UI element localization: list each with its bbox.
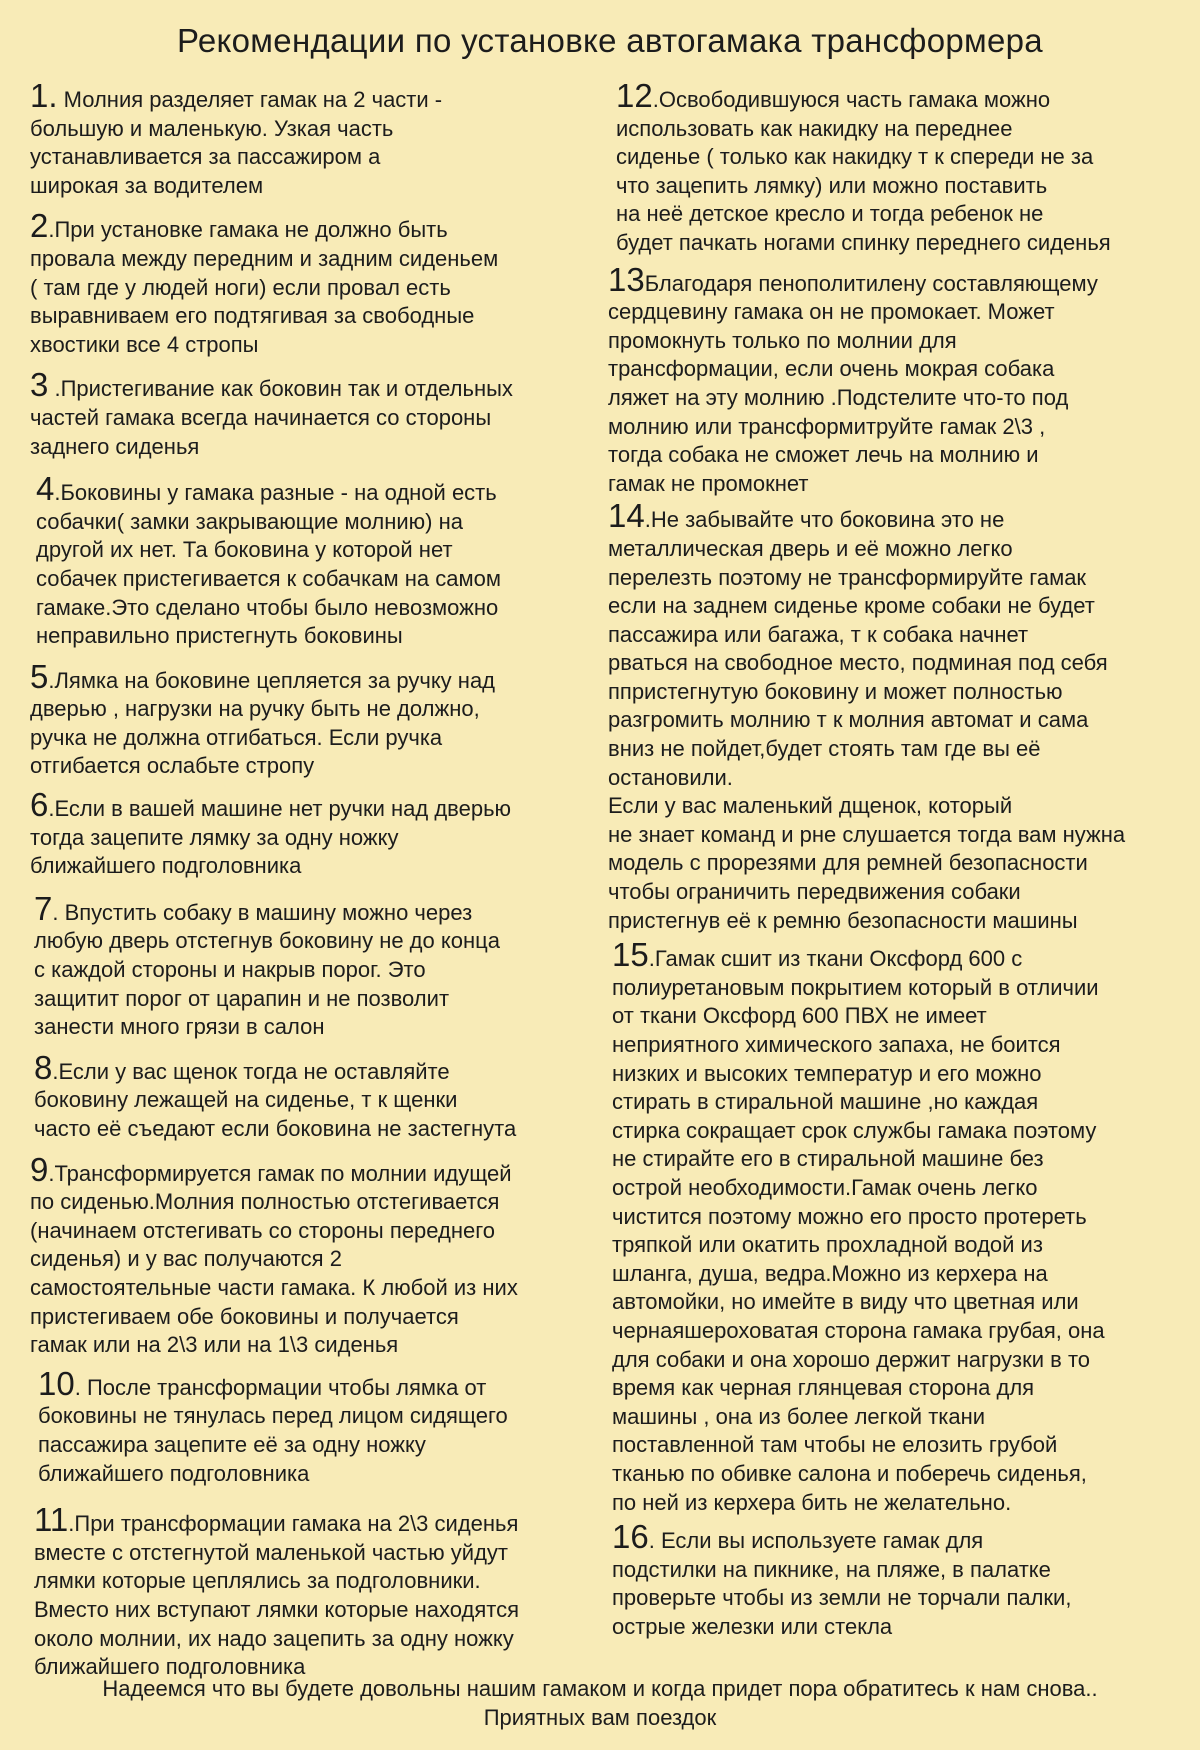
item-text: .Гамак сшит из ткани Оксфорд 600 с полиуретановым покрытием который в отличии от ткани Оксфорд 600 ПВХ не имеет неприятного химического запаха, не боится низких и высоких температур и его можно стирать в стиральной машине ,но каждая стирка сокращает срок службы гамака поэтому не стирайте его в стиральной машине без острой необходимости.Гамак очень легко чистится поэтому можно его просто протереть тряпкой или окатить прохладной водой из шланга, душа, ведра.Можно из керхера на автомойки, но имейте в виду что цветная или чернаяшероховатая сторона гамака грубая, она для собаки и она хорошо держит нагрузки в то время как черная глянцевая сторона для машины , она из более легкой ткани поставленной там чтобы не елозить грубой тканью по обивке салона и поберечь сиденья, по ней из керхера бить не желательно.	[612, 946, 1105, 1515]
item-number: 13	[608, 260, 645, 298]
item-text: . После трансформации чтобы лямка от боковины не тянулась перед лицом сидящего пассажира зацепите её за одну ножку ближайшего подголовника	[38, 1374, 508, 1486]
item-number: 12	[616, 77, 653, 114]
list-item	[30, 366, 582, 461]
list-item	[30, 786, 582, 881]
list-item	[34, 1048, 586, 1144]
list-item	[612, 936, 1182, 1517]
item-text: Благодаря пенополитилену составляющему сердцевину гамака он не промокает. Может промокнуть только по молнии для трансформации, если очень мокрая собака ляжет на эту молнию .Подстелите что-то под молнию или трансформитруйте гамак 2\3 , тогда собака не сможет лечь на молнию и гамак не промокнет	[608, 270, 1098, 496]
item-number: 16	[612, 1518, 649, 1556]
list-item	[608, 260, 1178, 499]
item-text: .Если в вашей машине нет ручки над дверью тогда зацепите лямку за одну ножку ближайшего подголовника	[30, 796, 512, 879]
item-number: 15	[612, 936, 649, 974]
right-column	[608, 77, 1178, 1641]
list-item	[608, 497, 1178, 935]
item-text: .Пристегивание как боковин так и отдельных частей гамака всегда начинается со стороны заднего сиденья	[30, 376, 513, 459]
footer-farewell: Приятных вам поездок	[483, 1705, 717, 1730]
item-number: 2	[30, 207, 49, 245]
item-number: 8	[34, 1048, 53, 1086]
list-item	[34, 889, 586, 1042]
item-number: 3	[30, 366, 49, 404]
item-text: .Не забывайте что боковина это не металлическая дверь и её можно легко перелезть поэтому не трансформируйте гамак если на заднем сиденье кроме собаки не будет пассажира или багажа, т к собака начнет рваться на свободное место, подминая под себя ппристегнутую боковину и может полностью разгромить молнию т к молния автомат и сама вниз не пойдет,будет стоять там где вы её остановили. Если у вас маленький дщенок, который не знает команд и рне слушается тогда вам нужна модель с прорезями для ремней безопасности чтобы ограничить передвижения собаки пристегнув её к ремню безопасности машины	[608, 507, 1126, 933]
item-text: .Если у вас щенок тогда не оставляйте боковину лежащей на сиденье, т к щенки часто её съедают если боковина не застегнута	[34, 1058, 517, 1141]
item-text: .Освободившуюся часть гамака можно использовать как накидку на переднее сиденье ( только как накидку т к спереди не за что зацепить лямку) или можно поставить на неё детское кресло и тогда ребенок не будет пачкать ногами спинку переднего сиденья	[616, 87, 1111, 255]
item-text: .Лямка на боковине цепляется за ручку над дверью , нагрузки на ручку быть не должно, ручка не должна отгибаться. Если ручка отгибается ослабьте стропу	[30, 667, 496, 779]
item-text: Молния разделяет гамак на 2 части - большую и маленькую. Узкая часть устанавливается за пассажиром а широкая за водителем	[30, 87, 443, 198]
item-text: .При установке гамака не должно быть провала между передним и задним сиденьем ( там где у людей ноги) если провал есть выравниваем его подтягивая за свободные хвостики все 4 стропы	[30, 217, 499, 357]
list-item	[34, 1501, 586, 1682]
item-number: 14	[608, 497, 645, 535]
item-text: .Боковины у гамака разные - на одной есть собачки( замки закрывающие молнию) на другой их нет. Та боковина у которой нет собачек пристегивается к собачкам на самом гамаке.Это сделано чтобы было невозможно неправильно пристегнуть боковины	[36, 480, 501, 649]
list-item	[36, 470, 588, 651]
left-column	[30, 77, 582, 1682]
list-item	[30, 657, 582, 781]
item-text: . Если вы используете гамак для подстилки на пикнике, на пляже, в палатке проверьте чтобы из земли не торчали палки, острые железки или стекла	[612, 1528, 1072, 1639]
item-text: . Впустить собаку в машину можно через любую дверь отстегнув боковину не до конца с каждой стороны и накрыв порог. Это защитит порог от царапин и не позволит занести много грязи в салон	[34, 899, 500, 1040]
item-number: 6	[30, 786, 49, 824]
footer-message: Надеемся что вы будете довольны нашим гамаком и когда придет пора обратитесь к нам снова..	[102, 1676, 1098, 1701]
list-item	[30, 207, 582, 359]
footer	[0, 1674, 1200, 1732]
item-number: 9	[30, 1150, 49, 1188]
item-number: 11	[34, 1501, 69, 1539]
list-item	[30, 1150, 582, 1360]
item-text: .При трансформации гамака на 2\3 сиденья вместе с отстегнутой маленькой частью уйдут лямки которые цеплялись за подголовники. Вместо них вступают лямки которые находятся около молнии, их надо зацепить за одну ножку ближайшего подголовника	[34, 1511, 519, 1680]
list-item	[616, 77, 1186, 258]
item-number: 7	[34, 889, 53, 927]
item-number: 5	[30, 657, 49, 695]
list-item	[38, 1364, 590, 1488]
list-item	[30, 77, 582, 200]
item-text: .Трансформируется гамак по молнии идущей по сиденью.Молния полностью отстегивается (начинаем отстегивать со стороны переднего сиденья) и у вас получаются 2 самостоятельные части гамака. К любой из них пристегиваем обе боковины и получается гамак или на 2\3 или на 1\3 сиденья	[30, 1160, 518, 1358]
page-title: Рекомендации по установке автогамака трансформера	[177, 22, 1043, 59]
item-number: 10	[38, 1364, 75, 1402]
item-number: 1.	[30, 77, 58, 114]
item-number: 4	[36, 470, 55, 508]
list-item	[612, 1518, 1182, 1641]
